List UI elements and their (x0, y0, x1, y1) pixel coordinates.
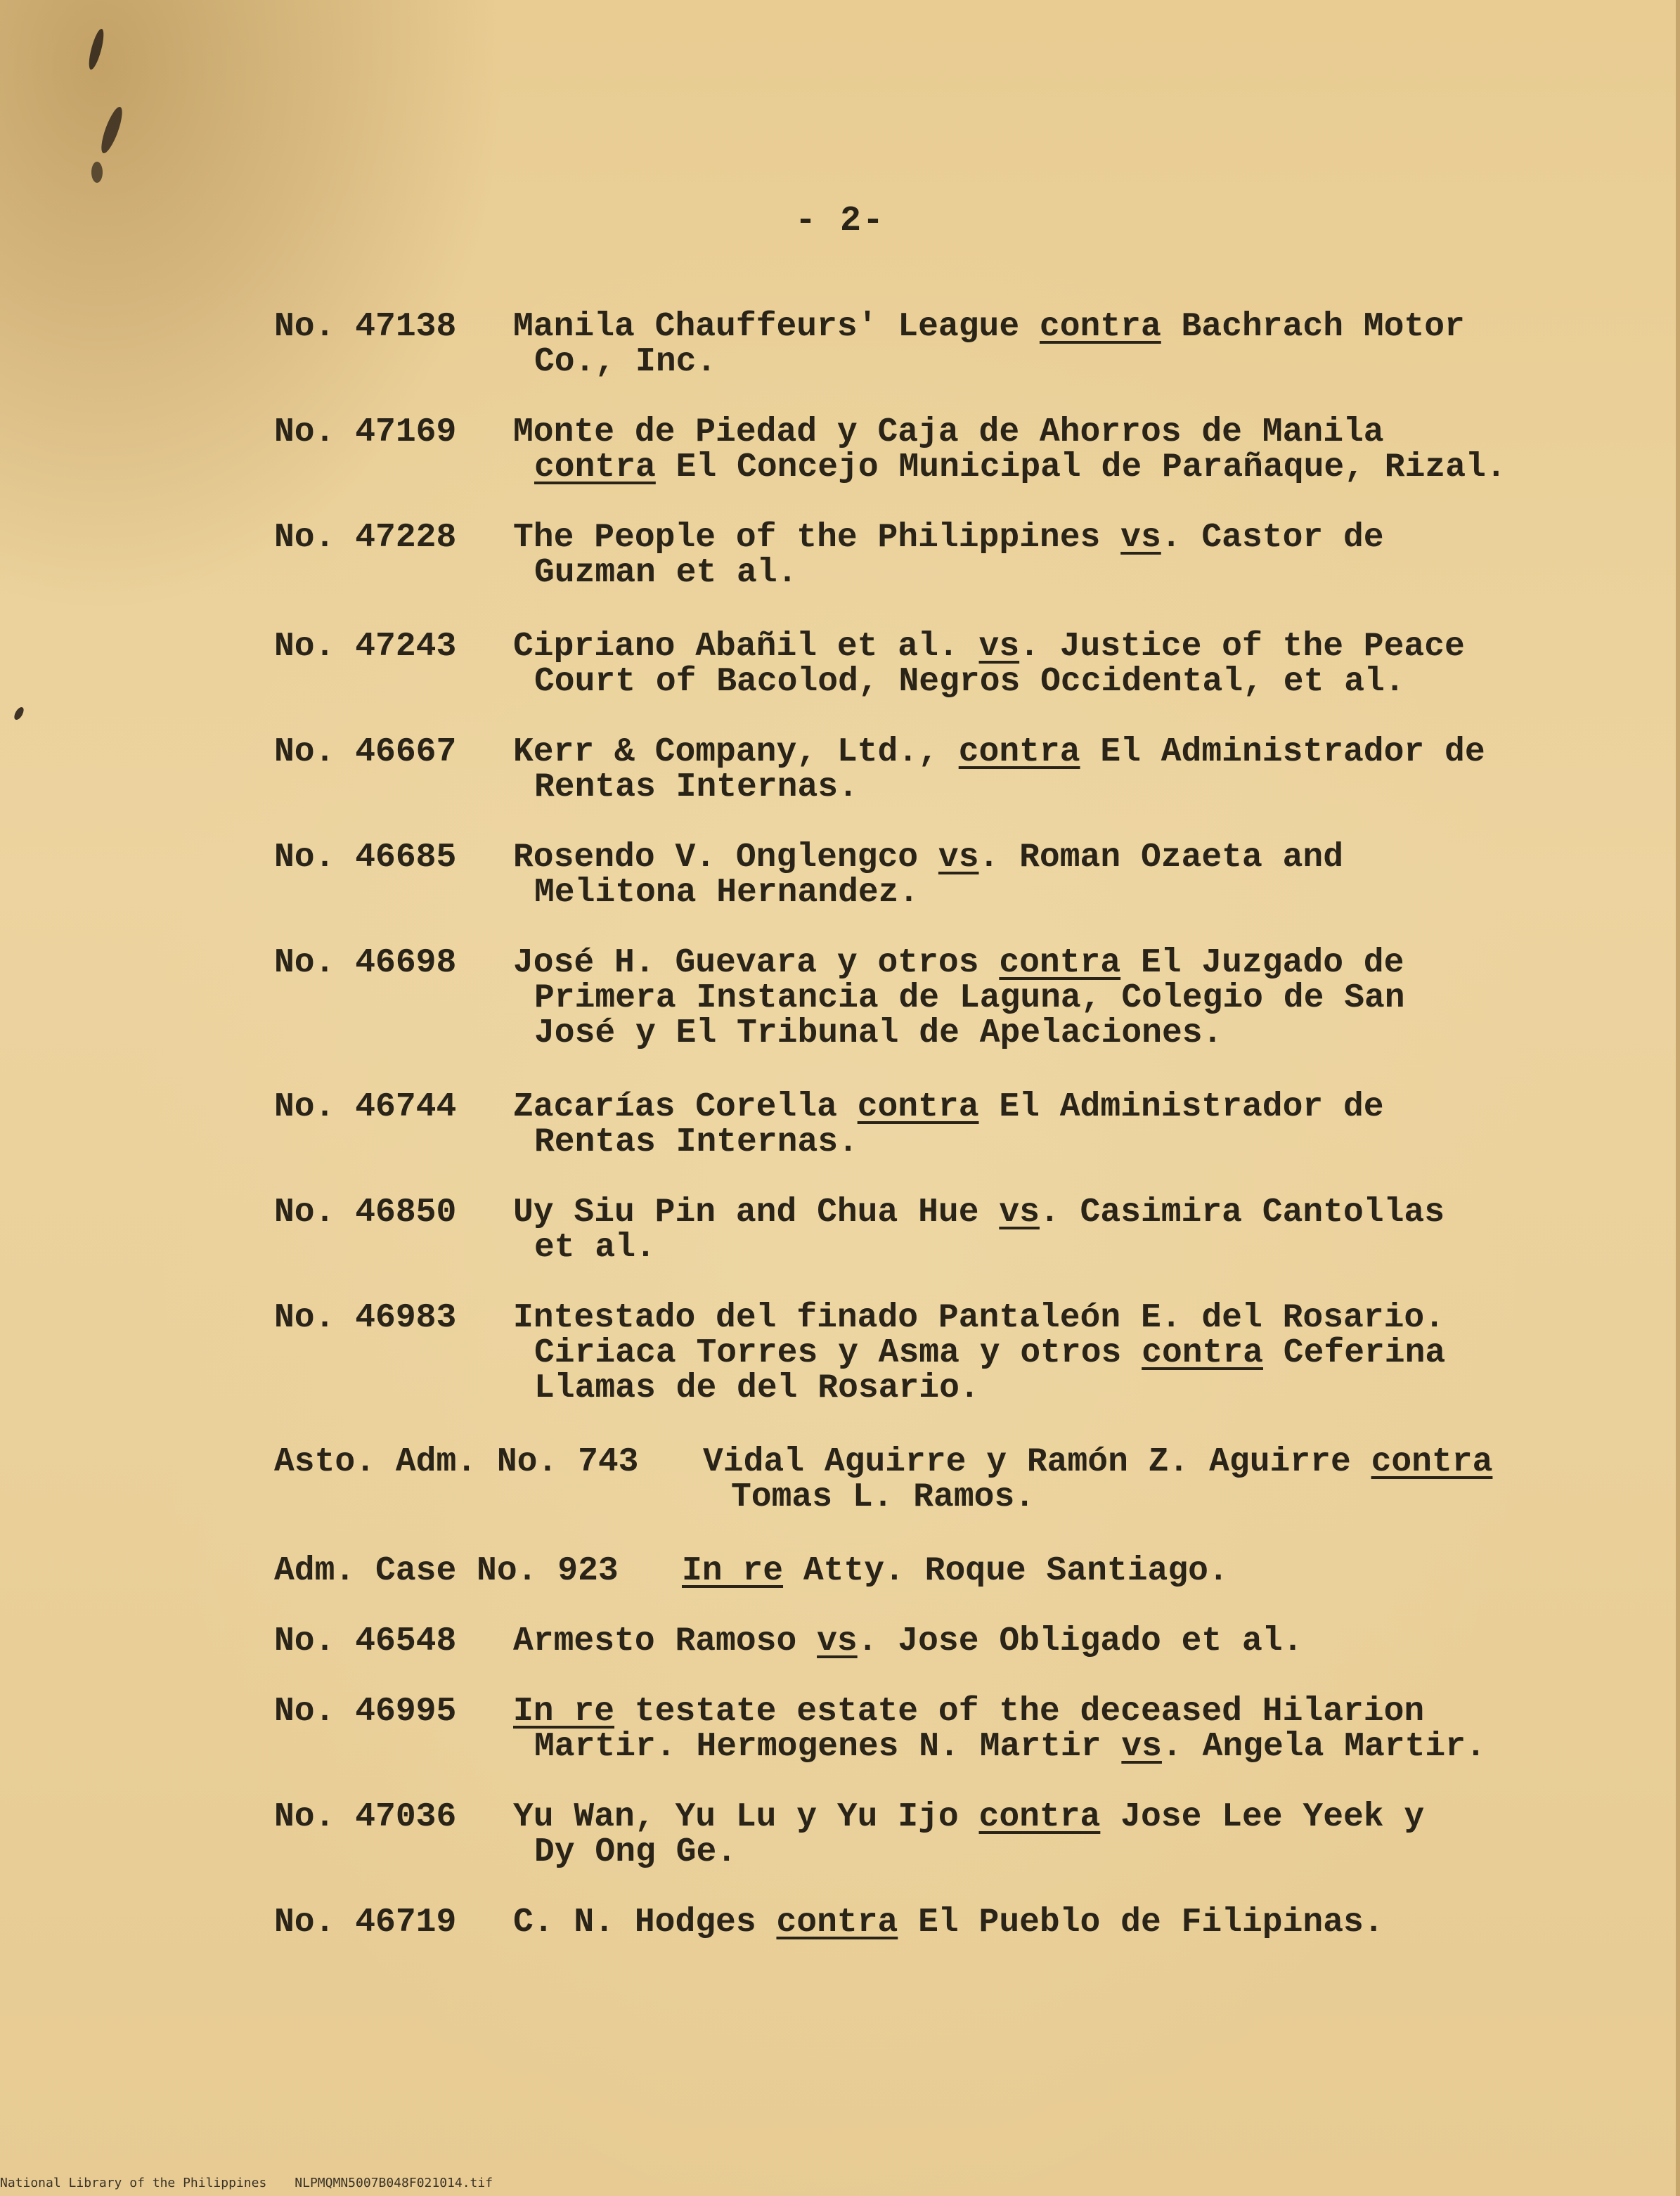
underlined-term: vs (999, 1194, 1040, 1232)
case-title-line: José H. Guevara y otros contra El Juzgado de (513, 944, 1404, 982)
case-title-line: The People of the Philippines vs. Castor de (513, 519, 1384, 557)
case-title (513, 1694, 1486, 1764)
case-title (513, 520, 1384, 590)
underlined-term: In re (682, 1552, 784, 1590)
case-title-line: Yu Wan, Yu Lu y Yu Ijo contra Jose Lee Yeek y (513, 1798, 1425, 1836)
footer-filename: NLPMQMN5007B048F021014.tif (295, 2176, 493, 2190)
case-title (513, 1905, 1384, 1940)
case-title-line: Ciriaca Torres y Asma y otros contra Ceferina (534, 1334, 1446, 1372)
case-title (513, 735, 1485, 805)
case-title-line: Rentas Internas. (534, 1123, 858, 1161)
case-title-line: Manila Chauffeurs' League contra Bachrach Motor (513, 308, 1465, 346)
ink-stain (86, 27, 106, 71)
case-title (513, 1195, 1445, 1265)
page-number: - 2- (794, 201, 886, 241)
case-title-line: Tomas L. Ramos. (731, 1478, 1035, 1516)
case-number: No. 46850 (274, 1194, 457, 1232)
case-title-line: Martir. Hermogenes N. Martir vs. Angela Martir. (534, 1728, 1486, 1766)
case-title-line: Co., Inc. (534, 343, 717, 381)
case-number: Asto. Adm. No. 743 (274, 1443, 639, 1481)
case-title-line: Guzman et al. (534, 554, 798, 592)
case-number: Adm. Case No. 923 (274, 1552, 619, 1590)
underlined-term: vs (978, 628, 1020, 666)
case-number: No. 46983 (274, 1299, 457, 1337)
case-title-line: C. N. Hodges contra El Pueblo de Filipinas. (513, 1904, 1384, 1942)
case-number: No. 46667 (274, 733, 457, 771)
case-title (682, 1554, 1229, 1589)
underlined-term: contra (999, 944, 1121, 982)
footer-source: National Library of the Philippines (0, 2176, 267, 2190)
case-title-line: In re testate estate of the deceased Hilarion (513, 1693, 1425, 1731)
underlined-term: contra (958, 733, 1080, 771)
case-number: No. 47243 (274, 628, 457, 666)
case-number: No. 47169 (274, 413, 457, 451)
underlined-term: contra (1039, 308, 1161, 346)
case-number: No. 47228 (274, 519, 457, 557)
case-title (513, 415, 1506, 485)
case-title-line: Primera Instancia de Laguna, Colegio de San (534, 979, 1405, 1017)
case-title (513, 309, 1465, 380)
underlined-term: contra (776, 1904, 898, 1942)
case-title-line: Rentas Internas. (534, 768, 858, 806)
underlined-term: contra (857, 1088, 979, 1126)
underlined-term: contra (1142, 1334, 1263, 1372)
case-number: No. 46744 (274, 1088, 457, 1126)
underlined-term: contra (534, 448, 656, 486)
case-title-line: Zacarías Corella contra El Administrador de (513, 1088, 1384, 1126)
scan-footer (0, 2176, 493, 2190)
case-title-line: Uy Siu Pin and Chua Hue vs. Casimira Cantollas (513, 1194, 1445, 1232)
case-number: No. 46685 (274, 839, 457, 877)
case-number: No. 46995 (274, 1693, 457, 1731)
ink-stain (91, 162, 103, 183)
case-title-line: Dy Ong Ge. (534, 1833, 737, 1871)
case-title-line: Kerr & Company, Ltd., contra El Administrador de (513, 733, 1485, 771)
case-title-line: Vidal Aguirre y Ramón Z. Aguirre contra (703, 1443, 1493, 1481)
case-number: No. 46548 (274, 1622, 457, 1660)
case-title (703, 1445, 1492, 1515)
case-title (513, 1300, 1445, 1406)
case-number: No. 46698 (274, 944, 457, 982)
case-title-line: Cipriano Abañil et al. vs. Justice of the Peace (513, 628, 1465, 666)
case-title (513, 629, 1465, 699)
case-title (513, 840, 1343, 910)
case-title (513, 1090, 1384, 1160)
ink-stain (98, 105, 127, 155)
case-title (513, 945, 1405, 1051)
case-title-line: Court of Bacolod, Negros Occidental, et al. (534, 663, 1405, 701)
underlined-term: In re (513, 1693, 615, 1731)
case-title-line: et al. (534, 1229, 656, 1267)
underlined-term: vs (1121, 1728, 1162, 1766)
case-title-line: Llamas de del Rosario. (534, 1369, 980, 1407)
case-title-line: contra El Concejo Municipal de Parañaque, Rizal. (534, 448, 1506, 486)
case-title-line: Melitona Hernandez. (534, 874, 919, 912)
underlined-term: vs (938, 839, 979, 877)
underlined-term: vs (1120, 519, 1161, 557)
case-number: No. 46719 (274, 1904, 457, 1942)
case-title-line: José y El Tribunal de Apelaciones. (534, 1014, 1223, 1052)
case-title (513, 1624, 1303, 1659)
case-title-line: Monte de Piedad y Caja de Ahorros de Manila (513, 413, 1384, 451)
case-title-line: In re Atty. Roque Santiago. (682, 1552, 1229, 1590)
case-number: No. 47036 (274, 1798, 457, 1836)
underlined-term: vs (817, 1622, 858, 1660)
case-title-line: Rosendo V. Onglengco vs. Roman Ozaeta and (513, 839, 1343, 877)
case-title (513, 1800, 1424, 1870)
underlined-term: contra (1371, 1443, 1493, 1481)
ink-stain (13, 706, 26, 721)
underlined-term: contra (978, 1798, 1101, 1836)
case-title-line: Armesto Ramoso vs. Jose Obligado et al. (513, 1622, 1303, 1660)
page-edge-shadow (1676, 0, 1680, 2196)
case-title-line: Intestado del finado Pantaleón E. del Rosario. (513, 1299, 1445, 1337)
case-number: No. 47138 (274, 308, 457, 346)
